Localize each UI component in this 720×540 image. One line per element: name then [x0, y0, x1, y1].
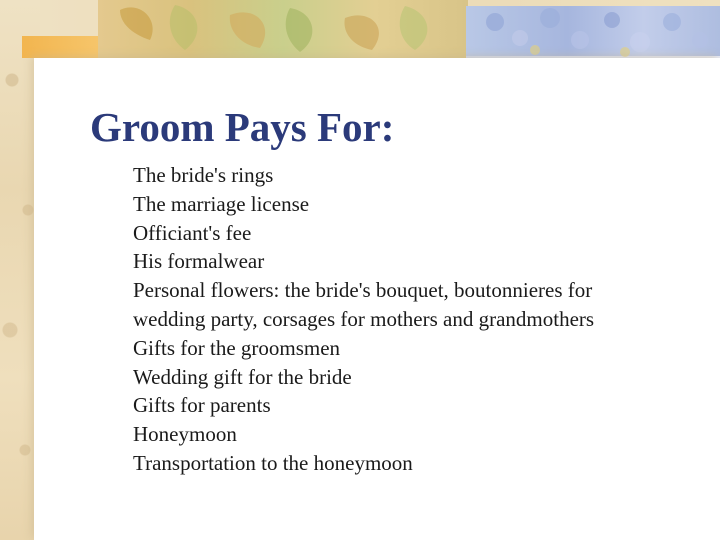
petal-shape	[692, 32, 708, 48]
list-item: His formalwear	[133, 249, 265, 274]
list-item: Honeymoon	[133, 422, 237, 447]
list-item: The bride's rings	[133, 163, 274, 187]
petal-shape	[512, 30, 528, 46]
expense-list	[133, 161, 603, 478]
slide-title: Groom Pays For:	[90, 104, 395, 150]
petal-shape	[571, 31, 589, 49]
petal-shape	[604, 12, 620, 28]
petal-shape	[540, 8, 560, 28]
petal-shape	[663, 13, 681, 31]
leaf-shape	[230, 12, 265, 48]
leaf-shape	[120, 7, 153, 40]
list-item: Gifts for parents	[133, 393, 271, 418]
list-item: The marriage license	[133, 191, 310, 216]
list-item: Transportation to the honeymoon	[133, 450, 413, 475]
leaf-shape	[286, 8, 313, 52]
list-item: Gifts for the groomsmen	[133, 335, 341, 360]
list-item: Personal flowers: the bride's bouquet, boutonnieres for wedding party, corsages for mothers and grandmothers	[133, 278, 595, 331]
leaf-shape	[400, 6, 428, 50]
petal-shape	[486, 13, 504, 31]
petal-shape	[530, 45, 540, 55]
list-item: Officiant's fee	[133, 220, 252, 245]
petal-shape	[630, 32, 650, 52]
leaf-shape	[170, 5, 198, 50]
list-item: Wedding gift for the bride	[133, 364, 352, 389]
leaf-shape	[344, 15, 378, 50]
petal-shape	[620, 47, 630, 57]
